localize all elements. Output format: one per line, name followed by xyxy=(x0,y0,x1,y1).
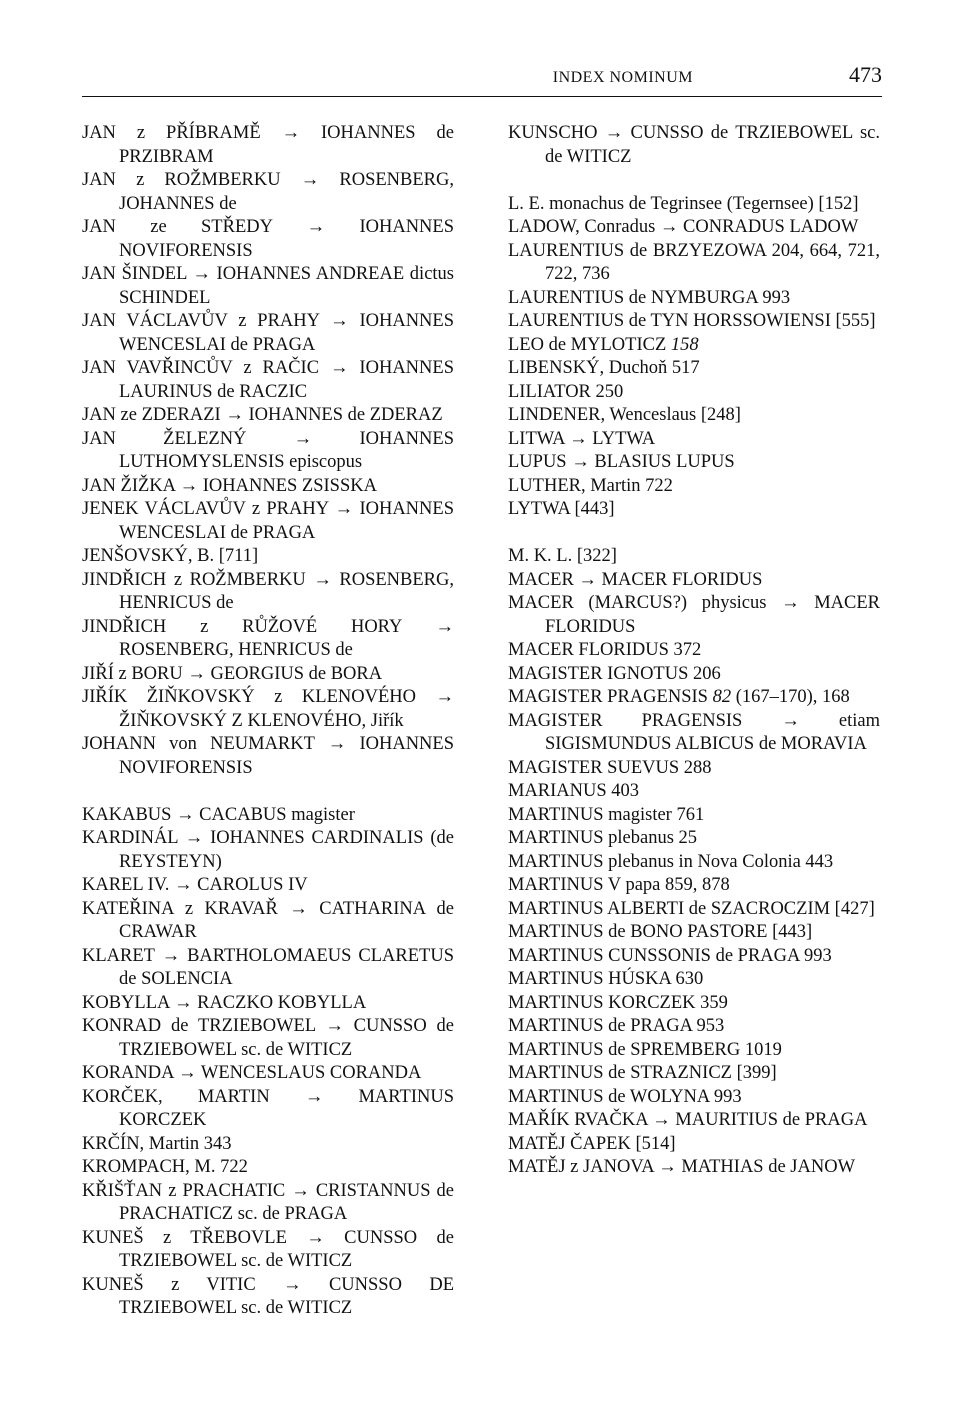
index-entry-text: JAN ŽIŽKA → IOHANNES ZSISSKA xyxy=(82,475,377,496)
index-entry xyxy=(508,710,880,757)
index-entry xyxy=(508,968,880,992)
index-entry-text: KRČÍN, Martin 343 xyxy=(82,1133,232,1154)
index-entry-text: M. K. L. [322] xyxy=(508,546,617,566)
index-entry xyxy=(508,663,880,687)
index-entry-text: JENEK VÁCLAVŮV z PRAHY → IOHANNES WENCESLAI de PRAGA xyxy=(82,499,454,543)
index-entry-text: KAKABUS → CACABUS magister xyxy=(82,804,355,825)
index-entry-text: MARTINUS de BONO PASTORE [443] xyxy=(508,922,813,942)
index-entry xyxy=(82,1180,454,1227)
index-entry xyxy=(82,1086,454,1133)
index-entry xyxy=(82,475,454,499)
index-entry xyxy=(508,475,880,499)
index-entry-text: MARTINUS plebanus in Nova Colonia 443 xyxy=(508,851,834,872)
index-entry xyxy=(508,686,880,710)
index-entry-text: JAN ze STŘEDY → IOHANNES NOVIFORENSIS xyxy=(82,217,454,261)
index-entry xyxy=(82,1227,454,1274)
index-entry xyxy=(508,1015,880,1039)
index-entry xyxy=(508,451,880,475)
index-entry-text: JOHANN von NEUMARKT → IOHANNES NOVIFORENSIS xyxy=(82,734,454,778)
index-entry xyxy=(82,1156,454,1180)
index-entry-text: KONRAD de TRZIEBOWEL → CUNSSO de TRZIEBOWEL sc. de WITICZ xyxy=(82,1016,454,1060)
index-entry-text: JAN ŽELEZNÝ → IOHANNES LUTHOMYSLENSIS episcopus xyxy=(82,428,454,472)
index-entry xyxy=(82,122,454,169)
index-entry xyxy=(508,757,880,781)
index-entry xyxy=(508,545,880,569)
index-entry-text: MATĚJ z JANOVA → MATHIAS de JANOW xyxy=(508,1157,856,1177)
index-entry xyxy=(508,851,880,875)
index-entry-text: LEO de MYLOTICZ xyxy=(508,334,671,355)
index-entry xyxy=(82,992,454,1016)
index-entry xyxy=(508,945,880,969)
index-entry-text: KROMPACH, M. 722 xyxy=(82,1157,248,1177)
index-entry-text: MARTINUS ALBERTI de SZACROCZIM [427] xyxy=(508,898,875,919)
index-entry-text: L. E. monachus de Tegrinsee (Tegernsee) [152] xyxy=(508,193,859,214)
running-head xyxy=(82,62,882,88)
index-entry xyxy=(508,1156,880,1180)
index-entry-text: JINDŘICH z RŮŽOVÉ HORY → ROSENBERG, HENRICUS de xyxy=(82,616,454,660)
index-entry-text: LADOW, Conradus → CONRADUS LADOW xyxy=(508,217,859,237)
index-entry-text: LAURENTIUS de NYMBURGA 993 xyxy=(508,287,791,308)
index-entry-text: MARTINUS de SPREMBERG 1019 xyxy=(508,1039,782,1060)
index-entry xyxy=(508,193,880,217)
index-entry xyxy=(508,1109,880,1133)
index-entry-text: MACER FLORIDUS 372 xyxy=(508,640,702,660)
index-entry xyxy=(508,827,880,851)
index-entry xyxy=(82,428,454,475)
index-entry xyxy=(82,686,454,733)
page-number: 473 xyxy=(849,62,882,87)
index-entry-text: MACER → MACER FLORIDUS xyxy=(508,569,763,590)
index-entry xyxy=(82,498,454,545)
index-entry-text: KUNEŠ z VITIC → CUNSSO DE TRZIEBOWEL sc. de WITICZ xyxy=(82,1274,454,1318)
index-entry-text: LITWA → LYTWA xyxy=(508,428,656,449)
index-column-left xyxy=(82,122,454,1321)
index-entry xyxy=(82,733,454,780)
section-gap xyxy=(508,522,880,546)
index-entry-text: LILIATOR 250 xyxy=(508,381,624,402)
index-entry-text: MATĚJ ČAPEK [514] xyxy=(508,1133,676,1154)
index-entry xyxy=(82,216,454,263)
index-entry xyxy=(82,616,454,663)
index-entry-text: MARTINUS plebanus 25 xyxy=(508,828,698,848)
index-entry-text: MARTINUS V papa 859, 878 xyxy=(508,875,730,895)
index-entry-text: KORANDA → WENCESLAUS CORANDA xyxy=(82,1063,422,1083)
index-entry-text: MARTINUS magister 761 xyxy=(508,804,705,825)
index-entry xyxy=(508,1062,880,1086)
index-entry xyxy=(82,898,454,945)
index-entry xyxy=(508,122,880,169)
index-entry xyxy=(82,357,454,404)
index-entry xyxy=(82,945,454,992)
index-entry-text: KOBYLLA → RACZKO KOBYLLA xyxy=(82,992,367,1013)
index-entry-text: LAURENTIUS de TYN HORSSOWIENSI [555] xyxy=(508,311,876,331)
index-entry xyxy=(82,804,454,828)
index-entry-text: KŘIŠŤAN z PRACHATIC → CRISTANNUS de PRACHATICZ sc. de PRAGA xyxy=(82,1180,454,1224)
index-entry xyxy=(508,216,880,240)
index-entry xyxy=(508,310,880,334)
index-entry-text: MARTINUS de WOLYNA 993 xyxy=(508,1086,742,1107)
index-entry xyxy=(508,287,880,311)
index-entry xyxy=(82,404,454,428)
index-entry xyxy=(508,428,880,452)
index-entry-text: KLARET → BARTHOLOMAEUS CLARETUS de SOLENCIA xyxy=(82,945,454,989)
index-entry-text: MARIANUS 403 xyxy=(508,781,640,801)
index-entry-text: JAN ŠINDEL → IOHANNES ANDREAE dictus SCHINDEL xyxy=(82,264,454,308)
index-entry-text: MAGISTER PRAGENSIS → etiam SIGISMUNDUS ALBICUS de MORAVIA xyxy=(508,710,880,754)
index-entry xyxy=(508,240,880,287)
index-entry-text: MAGISTER SUEVUS 288 xyxy=(508,757,712,778)
index-entry-text: MAGISTER IGNOTUS 206 xyxy=(508,663,721,684)
index-entry xyxy=(508,592,880,639)
index-entry xyxy=(82,874,454,898)
index-entry-text: JAN ze ZDERAZI → IOHANNES de ZDERAZ xyxy=(82,405,443,425)
index-entry xyxy=(508,357,880,381)
index-entry-text: MARTINUS CUNSSONIS de PRAGA 993 xyxy=(508,945,832,966)
index-entry-text: LUPUS → BLASIUS LUPUS xyxy=(508,452,735,472)
index-entry xyxy=(82,169,454,216)
index-entry xyxy=(82,310,454,357)
index-entry xyxy=(508,404,880,428)
index-entry-text: JINDŘICH z ROŽMBERKU → ROSENBERG, HENRICUS de xyxy=(82,569,454,613)
index-entry-text: JAN z PŘÍBRAMĚ → IOHANNES de PRZIBRAM xyxy=(82,123,454,167)
index-entry-text: JAN VÁCLAVŮV z PRAHY → IOHANNES WENCESLAI de PRAGA xyxy=(82,311,454,355)
index-entry xyxy=(508,921,880,945)
index-entry xyxy=(82,663,454,687)
index-entry-text: LAURENTIUS de BRZYEZOWA 204, 664, 721, 722, 736 xyxy=(508,240,880,284)
index-entry xyxy=(82,1133,454,1157)
index-entry-text: JAN z ROŽMBERKU → ROSENBERG, JOHANNES de xyxy=(82,170,454,214)
index-entry xyxy=(508,498,880,522)
index-entry-text: KORČEK, MARTIN → MARTINUS KORCZEK xyxy=(82,1086,454,1130)
index-entry-text: KAREL IV. → CAROLUS IV xyxy=(82,875,308,895)
index-entry xyxy=(508,334,880,358)
section-gap xyxy=(508,169,880,193)
index-entry-text: MARTINUS HÚSKA 630 xyxy=(508,969,704,989)
index-entry xyxy=(82,1015,454,1062)
index-entry xyxy=(508,639,880,663)
index-entry xyxy=(508,569,880,593)
index-entry-text: MAGISTER PRAGENSIS xyxy=(508,687,713,707)
index-entry-text: MARTINUS de STRAZNICZ [399] xyxy=(508,1063,777,1083)
running-title: INDEX NOMINUM xyxy=(552,69,693,86)
index-entry-text: KARDINÁL → IOHANNES CARDINALIS (de REYSTEYN) xyxy=(82,828,454,872)
index-entry xyxy=(82,263,454,310)
index-column-right xyxy=(508,122,880,1180)
index-entry xyxy=(82,545,454,569)
index-entry-text: JIŘÍK ŽIŇKOVSKÝ z KLENOVÉHO → ŽIŇKOVSKÝ Z KLENOVÉHO, Jiřík xyxy=(82,687,454,731)
index-entry xyxy=(508,804,880,828)
section-gap xyxy=(82,780,454,804)
index-entry xyxy=(508,992,880,1016)
index-entry xyxy=(82,827,454,874)
index-entry-text: LYTWA [443] xyxy=(508,499,615,519)
index-entry xyxy=(82,1274,454,1321)
index-entry xyxy=(508,1086,880,1110)
index-entry-text: MAŘÍK RVAČKA → MAURITIUS de PRAGA xyxy=(508,1110,868,1130)
index-entry-text: LIBENSKÝ, Duchoň 517 xyxy=(508,358,700,378)
index-entry xyxy=(508,898,880,922)
index-entry xyxy=(508,874,880,898)
index-entry xyxy=(508,381,880,405)
index-entry xyxy=(82,569,454,616)
index-entry xyxy=(508,1039,880,1063)
index-entry-text: KUNSCHO → CUNSSO de TRZIEBOWEL sc. de WITICZ xyxy=(508,123,880,167)
index-entry-text: MARTINUS de PRAGA 953 xyxy=(508,1016,725,1036)
header-rule xyxy=(82,96,882,97)
index-entry-text: JAN VAVŘINCŮV z RAČIC → IOHANNES LAURINUS de RACZIC xyxy=(82,358,454,402)
index-entry-text: KUNEŠ z TŘEBOVLE → CUNSSO de TRZIEBOWEL sc. de WITICZ xyxy=(82,1227,454,1271)
index-entry-refs: (167–170), 168 xyxy=(731,687,850,707)
index-entry xyxy=(82,1062,454,1086)
index-entry-text: MARTINUS KORCZEK 359 xyxy=(508,992,728,1013)
index-entry-text: JENŠOVSKÝ, B. [711] xyxy=(82,546,259,566)
index-entry-text: LINDENER, Wenceslaus [248] xyxy=(508,405,741,425)
index-entry xyxy=(508,1133,880,1157)
italic-page-ref: 82 xyxy=(712,687,732,707)
index-entry-text: JIŘÍ z BORU → GEORGIUS de BORA xyxy=(82,663,383,684)
index-entry-text: KATEŘINA z KRAVAŘ → CATHARINA de CRAWAR xyxy=(82,898,454,942)
index-entry-text: MACER (MARCUS?) physicus → MACER FLORIDUS xyxy=(508,593,880,637)
index-entry-text: LUTHER, Martin 722 xyxy=(508,475,673,496)
italic-page-ref: 158 xyxy=(670,334,699,355)
index-entry xyxy=(508,780,880,804)
